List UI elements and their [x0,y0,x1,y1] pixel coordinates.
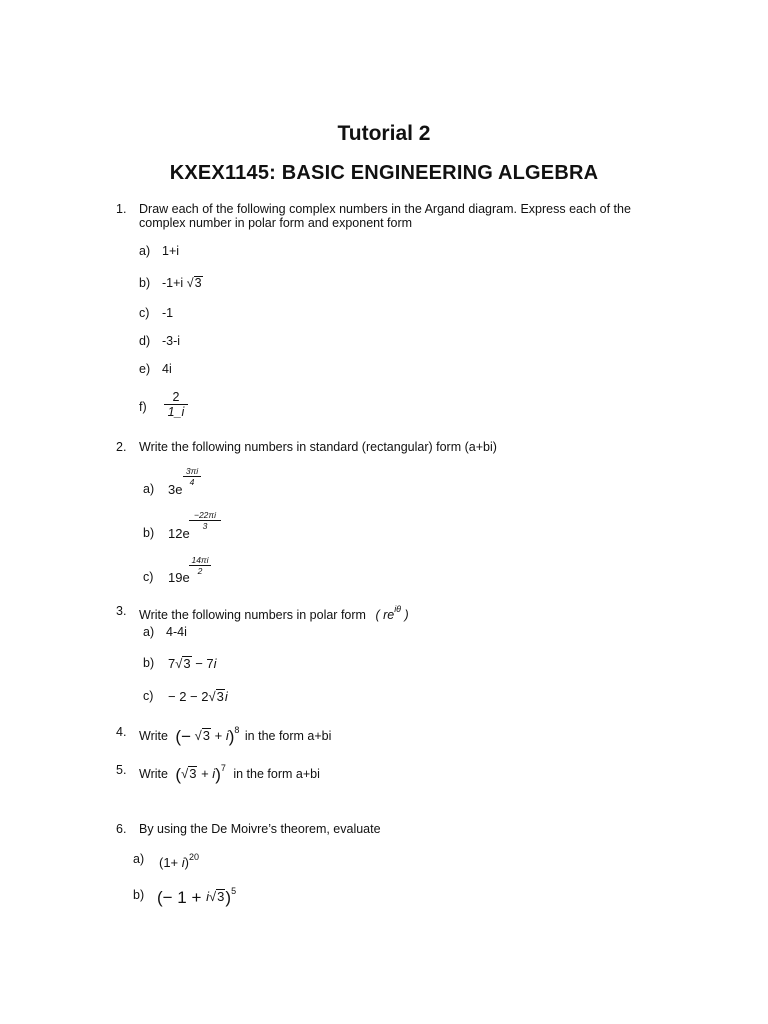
q2a-label: a) [143,482,155,496]
q1b-sqrt: √3 [186,276,202,290]
q3b-radicand: 3 [183,656,191,671]
q4-math [175,725,240,746]
q1d-label: d) [139,334,151,348]
q1b-radicand: 3 [194,276,202,290]
q2-number: 2. [116,440,127,454]
q3-form-base: ( re [375,608,395,622]
q2a-exp-i: i [196,466,199,476]
q2c-exp-num: 14π [191,555,207,565]
q2b-label: b) [143,526,155,540]
q4-tail: in the form a+bi [244,729,332,743]
q3c-i: i [224,689,228,704]
q3b-post: − 7 [191,656,214,671]
q2c-exp-den: 2 [189,565,211,576]
q4-radicand: 3 [202,728,211,743]
q6a-power: 20 [189,852,200,862]
q4-close: ) [228,727,235,746]
q1b-label: b) [139,276,151,290]
q3-form-end: ) [401,608,409,622]
q1f-fraction [164,390,188,419]
q6b-open: (− 1 + [157,888,207,907]
q3a-value: 4-4i [166,625,187,639]
q1d-value: -3-i [162,334,181,348]
q2b-base: 12e [168,526,190,541]
q4-plus: + [211,728,226,743]
q3-form-sup: iθ [394,604,402,614]
q1c-value: -1 [162,306,174,320]
q3b-label: b) [143,656,155,670]
q1c-label: c) [139,306,150,320]
q3a-label: a) [143,625,155,639]
q4-power: 8 [234,725,240,735]
q4-number: 4. [116,725,127,739]
q1-number: 1. [116,202,127,216]
q2c-label: c) [143,570,154,584]
q3-polar-form [375,604,409,622]
q1e-value: 4i [162,362,172,376]
q4-expression [139,725,331,747]
q5-sqrt: √3 [181,766,197,781]
q5-plus: + [197,766,213,781]
q6b-power: 5 [231,886,237,896]
q6-number: 6. [116,822,127,836]
q2b-exponent [189,510,221,531]
q3c-label: c) [143,689,154,703]
q6a-expression [159,852,199,870]
q2b-exp-den: 3 [189,520,221,531]
q2c-base: 19e [168,570,190,585]
q2a-exp-den: 4 [183,476,201,487]
q6b-sqrt: √3 [209,889,225,904]
q6a-open: (1+ [159,855,182,870]
q5-tail: in the form a+bi [233,767,320,781]
q2c-exp-i: i [206,555,209,565]
q6b-close: ) [225,888,232,907]
q6a-label: a) [133,852,145,866]
q6a-close: ) [184,855,189,870]
q5-math [175,763,226,784]
q5-i: i [212,766,216,781]
q6a-i: i [181,855,185,870]
q4-sqrt: √3 [194,728,211,743]
q3-text-main: Write the following numbers in polar form [139,608,366,622]
q5-expression [139,763,320,785]
q2b-exp-i: i [214,510,216,520]
q6b-radicand: 3 [217,889,225,904]
course-title: KXEX1145: BASIC ENGINEERING ALGEBRA [169,162,599,184]
q2b-exp-num: 22π [198,510,215,520]
q1a-value: 1+i [162,244,180,258]
q3c-pre: − 2 − 2 [168,689,209,704]
q5-word: Write [139,767,168,781]
q5-close: ) [215,765,221,784]
q6b-label: b) [133,888,145,902]
q3c-expression [168,689,228,704]
q3b-expression [168,656,217,671]
q2c-exponent [189,555,211,576]
q2-text: Write the following numbers in standard (rectangular) form (a+bi) [139,440,497,454]
q1b-expression [162,276,203,290]
q3b-i: i [213,656,217,671]
q6-text: By using the De Moivre’s theorem, evaluate [139,822,381,836]
q1f-label: f) [139,400,147,414]
q2a-exp-num: 3π [185,466,197,476]
q3-text [139,604,409,622]
q1-text-line2: complex number in polar form and exponent form [139,216,413,230]
q1a-label: a) [139,244,151,258]
page-title: Tutorial 2 [337,122,431,145]
q3b-sqrt: √3 [175,656,191,671]
q3c-sqrt: √3 [208,689,224,704]
q1-text-line1: Draw each of the following complex numbers in the Argand diagram. Express each of the [139,202,631,216]
q1f-numerator: 2 [172,390,180,404]
q1f-denominator: 1_i [164,404,188,419]
q3-number: 3. [116,604,127,618]
q4-open: (− [175,727,192,746]
q4-i: i [225,728,229,743]
q6b-i: i [206,889,210,904]
q1b-value: -1+i [162,276,184,290]
q2a-exponent [183,466,201,487]
q5-number: 5. [116,763,127,777]
q5-open: ( [175,765,182,784]
q5-radicand: 3 [189,766,197,781]
q3b-pre: 7 [168,656,176,671]
q4-word: Write [139,729,168,743]
q6b-expression [157,886,236,908]
q2a-base: 3e [168,482,183,497]
q3c-radicand: 3 [216,689,224,704]
q1e-label: e) [139,362,151,376]
q2b-exp-sign: − [193,510,199,520]
q5-power: 7 [220,763,226,773]
